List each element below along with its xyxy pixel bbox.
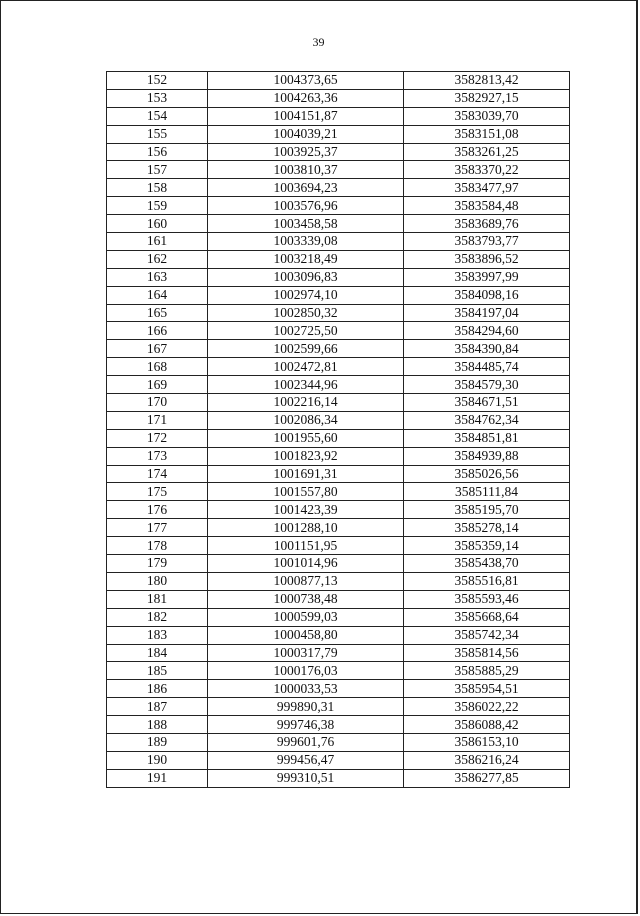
point-number-cell: 185 (107, 662, 208, 680)
coord-x-cell: 1002472,81 (208, 358, 404, 376)
coord-y-cell: 3585438,70 (404, 555, 570, 573)
point-number-cell: 189 (107, 733, 208, 751)
coord-x-cell: 1003458,58 (208, 215, 404, 233)
table-row (107, 751, 570, 769)
point-number-cell: 168 (107, 358, 208, 376)
coord-y-cell: 3584939,88 (404, 447, 570, 465)
coord-x-cell: 1004039,21 (208, 125, 404, 143)
table-row (107, 376, 570, 394)
coord-y-cell: 3583584,48 (404, 197, 570, 215)
point-number-cell: 173 (107, 447, 208, 465)
coord-x-cell: 1003218,49 (208, 250, 404, 268)
coord-y-cell: 3585359,14 (404, 537, 570, 555)
table-row (107, 555, 570, 573)
coord-x-cell: 1000877,13 (208, 572, 404, 590)
point-number-cell: 163 (107, 268, 208, 286)
coord-x-cell: 1000458,80 (208, 626, 404, 644)
coord-x-cell: 1000599,03 (208, 608, 404, 626)
table-row (107, 662, 570, 680)
coord-x-cell: 1003694,23 (208, 179, 404, 197)
coord-y-cell: 3584579,30 (404, 376, 570, 394)
table-row (107, 358, 570, 376)
coord-y-cell: 3586216,24 (404, 751, 570, 769)
coord-x-cell: 1000317,79 (208, 644, 404, 662)
table-row (107, 769, 570, 787)
coord-x-cell: 1003810,37 (208, 161, 404, 179)
point-number-cell: 174 (107, 465, 208, 483)
coord-x-cell: 1000176,03 (208, 662, 404, 680)
coord-y-cell: 3585885,29 (404, 662, 570, 680)
table-row (107, 680, 570, 698)
coord-y-cell: 3585516,81 (404, 572, 570, 590)
point-number-cell: 165 (107, 304, 208, 322)
table-row (107, 215, 570, 233)
coord-y-cell: 3585111,84 (404, 483, 570, 501)
point-number-cell: 175 (107, 483, 208, 501)
coord-x-cell: 999456,47 (208, 751, 404, 769)
point-number-cell: 184 (107, 644, 208, 662)
coord-y-cell: 3583039,70 (404, 107, 570, 125)
coordinates-table (106, 71, 570, 788)
table-row (107, 340, 570, 358)
table-row (107, 483, 570, 501)
coord-x-cell: 1001151,95 (208, 537, 404, 555)
coord-x-cell: 999890,31 (208, 698, 404, 716)
point-number-cell: 155 (107, 125, 208, 143)
coord-y-cell: 3583477,97 (404, 179, 570, 197)
coord-y-cell: 3582927,15 (404, 89, 570, 107)
table-row (107, 394, 570, 412)
table-row (107, 304, 570, 322)
point-number-cell: 182 (107, 608, 208, 626)
point-number-cell: 180 (107, 572, 208, 590)
table-row (107, 411, 570, 429)
coord-x-cell: 1003925,37 (208, 143, 404, 161)
point-number-cell: 154 (107, 107, 208, 125)
page-number: 39 (312, 35, 325, 49)
coord-y-cell: 3585814,56 (404, 644, 570, 662)
coord-y-cell: 3583997,99 (404, 268, 570, 286)
coord-x-cell: 1003339,08 (208, 233, 404, 251)
table-row (107, 519, 570, 537)
table-row (107, 465, 570, 483)
coord-y-cell: 3584762,34 (404, 411, 570, 429)
point-number-cell: 179 (107, 555, 208, 573)
coord-x-cell: 1001955,60 (208, 429, 404, 447)
coord-y-cell: 3586088,42 (404, 716, 570, 734)
table-row (107, 179, 570, 197)
table-row (107, 268, 570, 286)
coord-y-cell: 3583261,25 (404, 143, 570, 161)
coord-x-cell: 1004373,65 (208, 72, 404, 90)
point-number-cell: 191 (107, 769, 208, 787)
coord-y-cell: 3583896,52 (404, 250, 570, 268)
point-number-cell: 177 (107, 519, 208, 537)
point-number-cell: 164 (107, 286, 208, 304)
point-number-cell: 169 (107, 376, 208, 394)
coord-x-cell: 1003576,96 (208, 197, 404, 215)
table-row (107, 698, 570, 716)
table-row (107, 537, 570, 555)
point-number-cell: 187 (107, 698, 208, 716)
coord-x-cell: 1001691,31 (208, 465, 404, 483)
coord-y-cell: 3583151,08 (404, 125, 570, 143)
coord-x-cell: 1001288,10 (208, 519, 404, 537)
table-row (107, 644, 570, 662)
coord-x-cell: 1002725,50 (208, 322, 404, 340)
table-row (107, 626, 570, 644)
coord-y-cell: 3585668,64 (404, 608, 570, 626)
coord-y-cell: 3586277,85 (404, 769, 570, 787)
table-row (107, 143, 570, 161)
coord-y-cell: 3585195,70 (404, 501, 570, 519)
point-number-cell: 186 (107, 680, 208, 698)
coord-x-cell: 1002086,34 (208, 411, 404, 429)
point-number-cell: 178 (107, 537, 208, 555)
table-row (107, 250, 570, 268)
coord-y-cell: 3584485,74 (404, 358, 570, 376)
table-row (107, 72, 570, 90)
table-row (107, 733, 570, 751)
coord-x-cell: 1004151,87 (208, 107, 404, 125)
point-number-cell: 167 (107, 340, 208, 358)
coord-y-cell: 3586153,10 (404, 733, 570, 751)
coord-y-cell: 3584671,51 (404, 394, 570, 412)
point-number-cell: 176 (107, 501, 208, 519)
coord-y-cell: 3585742,34 (404, 626, 570, 644)
coord-x-cell: 1002344,96 (208, 376, 404, 394)
table-row (107, 107, 570, 125)
point-number-cell: 190 (107, 751, 208, 769)
coord-y-cell: 3585026,56 (404, 465, 570, 483)
point-number-cell: 159 (107, 197, 208, 215)
coord-y-cell: 3585954,51 (404, 680, 570, 698)
coord-y-cell: 3584098,16 (404, 286, 570, 304)
table-row (107, 322, 570, 340)
coord-y-cell: 3583793,77 (404, 233, 570, 251)
point-number-cell: 157 (107, 161, 208, 179)
point-number-cell: 160 (107, 215, 208, 233)
point-number-cell: 158 (107, 179, 208, 197)
point-number-cell: 171 (107, 411, 208, 429)
table-row (107, 572, 570, 590)
coord-x-cell: 999310,51 (208, 769, 404, 787)
point-number-cell: 153 (107, 89, 208, 107)
point-number-cell: 172 (107, 429, 208, 447)
coord-y-cell: 3585593,46 (404, 590, 570, 608)
table-row (107, 716, 570, 734)
coord-y-cell: 3584851,81 (404, 429, 570, 447)
coord-x-cell: 1002599,66 (208, 340, 404, 358)
table-row (107, 501, 570, 519)
point-number-cell: 183 (107, 626, 208, 644)
coord-x-cell: 1001423,39 (208, 501, 404, 519)
coord-y-cell: 3584390,84 (404, 340, 570, 358)
coord-y-cell: 3582813,42 (404, 72, 570, 90)
coord-x-cell: 999601,76 (208, 733, 404, 751)
coord-x-cell: 1001823,92 (208, 447, 404, 465)
table-row (107, 590, 570, 608)
coord-y-cell: 3583370,22 (404, 161, 570, 179)
coord-y-cell: 3584197,04 (404, 304, 570, 322)
table-row (107, 429, 570, 447)
coordinates-table-body (107, 72, 570, 788)
point-number-cell: 162 (107, 250, 208, 268)
coord-y-cell: 3585278,14 (404, 519, 570, 537)
point-number-cell: 181 (107, 590, 208, 608)
coord-x-cell: 1001557,80 (208, 483, 404, 501)
coord-y-cell: 3583689,76 (404, 215, 570, 233)
point-number-cell: 156 (107, 143, 208, 161)
table-row (107, 233, 570, 251)
coord-y-cell: 3584294,60 (404, 322, 570, 340)
coord-x-cell: 1000033,53 (208, 680, 404, 698)
table-row (107, 197, 570, 215)
coord-x-cell: 1001014,96 (208, 555, 404, 573)
coord-x-cell: 1003096,83 (208, 268, 404, 286)
point-number-cell: 170 (107, 394, 208, 412)
table-row (107, 125, 570, 143)
point-number-cell: 166 (107, 322, 208, 340)
point-number-cell: 152 (107, 72, 208, 90)
coord-x-cell: 1002850,32 (208, 304, 404, 322)
coord-x-cell: 1002974,10 (208, 286, 404, 304)
coord-x-cell: 1002216,14 (208, 394, 404, 412)
table-row (107, 89, 570, 107)
coord-x-cell: 1004263,36 (208, 89, 404, 107)
table-row (107, 447, 570, 465)
coord-x-cell: 999746,38 (208, 716, 404, 734)
table-row (107, 161, 570, 179)
coord-x-cell: 1000738,48 (208, 590, 404, 608)
coord-y-cell: 3586022,22 (404, 698, 570, 716)
table-row (107, 608, 570, 626)
point-number-cell: 188 (107, 716, 208, 734)
point-number-cell: 161 (107, 233, 208, 251)
table-row (107, 286, 570, 304)
